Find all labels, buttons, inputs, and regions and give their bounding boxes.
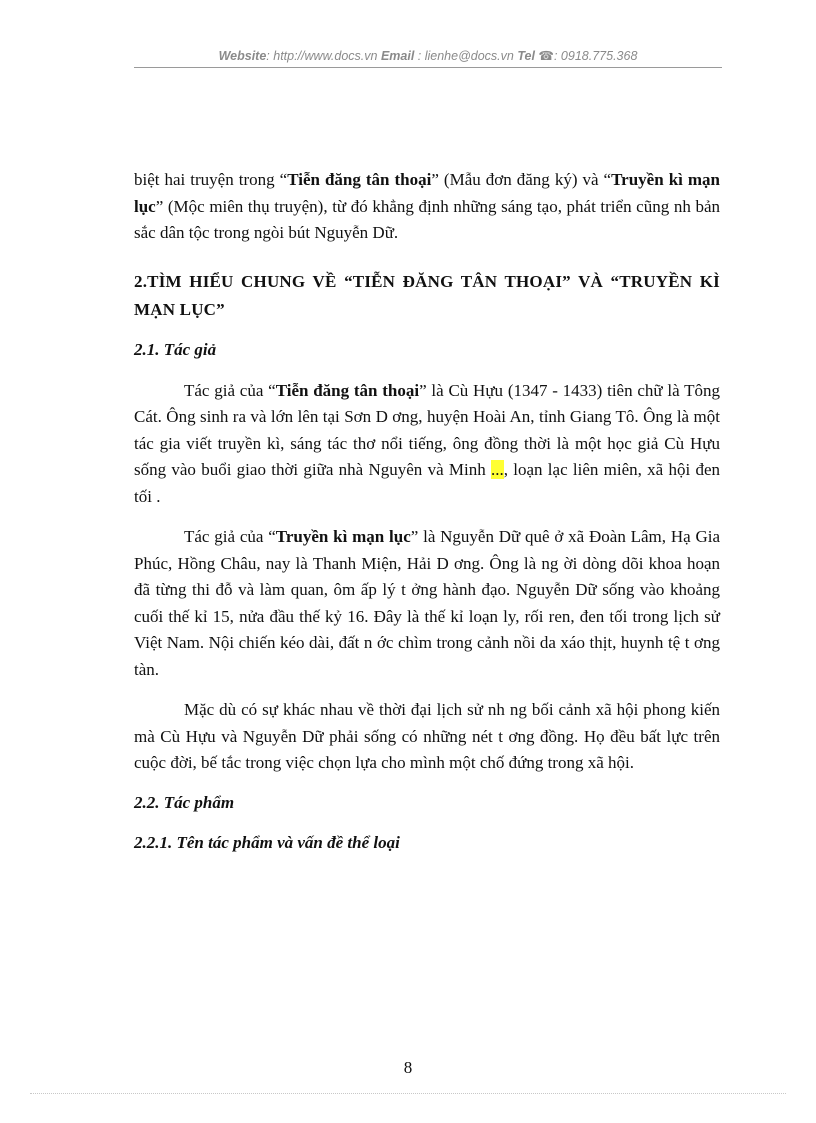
author-paragraph-2 xyxy=(134,524,720,683)
footer-divider xyxy=(30,1093,786,1094)
author-p2-bold-title: Truyền kì mạn lục xyxy=(275,527,411,546)
intro-text-3: ” (Mộc miên thụ truyện), từ đó khẳng định những sáng tạo, phát triển cũng nh bản sắc dân tộc trong ngòi bút Nguyễn Dữ. xyxy=(134,196,720,242)
intro-bold-title-1: Tiễn đăng tân thoại xyxy=(287,170,432,189)
intro-text-1: biệt hai truyện trong “ xyxy=(134,170,288,189)
section-2-2-heading: 2.2. Tác phẩm xyxy=(134,792,235,812)
header-tel-label: Tel xyxy=(517,49,535,63)
document-body xyxy=(134,167,720,857)
author-p1-text-2: ” là Cù Hựu (1347 - 1433) tiên chữ là Tông Cát. Ông sinh ra và lớn lên tại Sơn D ơng, huyện Hoài An, tỉnh Giang Tô. Ông là một tác gia viết truyền kì, sáng tác thơ nổi tiếng, ông đồng thời là một học giả Cù Hựu sống vào buổi giao thời giữa nhà Nguyên và Minh xyxy=(134,380,720,479)
author-paragraph-1 xyxy=(134,378,720,511)
header-website-label: Website xyxy=(218,49,267,63)
header-email-value: : lienhe@docs.vn xyxy=(414,49,518,63)
header-website-url: : http://www.docs.vn xyxy=(266,49,381,63)
intro-paragraph xyxy=(134,167,720,247)
header-tel-value: ☎: 0918.775.368 xyxy=(534,49,638,63)
section-2-1-heading: 2.1. Tác giả xyxy=(134,339,217,359)
section-2-2-1-heading: 2.2.1. Tên tác phẩm và vấn đề thể loại xyxy=(134,832,400,852)
author-paragraph-3: Mặc dù có sự khác nhau về thời đại lịch sử nh ng bối cảnh xã hội phong kiến mà Cù Hựu và Nguyễn Dữ phải sống có những nét t ơng đồng. Họ đều bất lực trên cuộc đời, bế tắc trong việc chọn lựa cho mình một chố đứng trong xã hội. xyxy=(134,700,720,772)
page-header xyxy=(134,47,722,68)
section-2-heading: 2.TÌM HIỂU CHUNG VỀ “TIỄN ĐĂNG TÂN THOẠI” VÀ “TRUYỀN KÌ MẠN LỤC” xyxy=(134,271,720,319)
author-p2-text-1: Tác giả của “ xyxy=(184,527,276,546)
author-p2-text-2: ” là Nguyễn Dữ quê ở xã Đoàn Lâm, Hạ Gia Phúc, Hồng Châu, nay là Thanh Miện, Hải D ơng. Ông là ng ời dòng dõi khoa hoạn đã từng thi đỗ và làm quan, ôm ấp lý t ởng hành đạo. Nguyễn Dữ sống vào khoảng cuối thế kỉ 15, nửa đầu thế kỷ 16. Đây là thế kỉ loạn ly, rối ren, đen tối trong lịch sử Việt Nam. Nội chiến kéo dài, đất n ớc chìm trong cảnh nồi da xáo thịt, huynh tệ t ơng tàn. xyxy=(134,527,720,679)
author-p1-text-3: , loạn lạc liên miên, xã hội đen tối . xyxy=(134,460,720,506)
author-p1-bold-title: Tiễn đăng tân thoại xyxy=(275,380,420,400)
highlighted-ellipsis: ... xyxy=(491,460,504,479)
intro-bold-title-2: Truyền kì mạn lục xyxy=(134,170,721,216)
intro-text-2: ” (Mẫu đơn đăng ký) và “ xyxy=(431,170,612,189)
author-p1-text-1: Tác giả của “ xyxy=(184,380,276,400)
header-email-label: Email xyxy=(380,49,415,63)
page-number: 8 xyxy=(403,1058,413,1077)
